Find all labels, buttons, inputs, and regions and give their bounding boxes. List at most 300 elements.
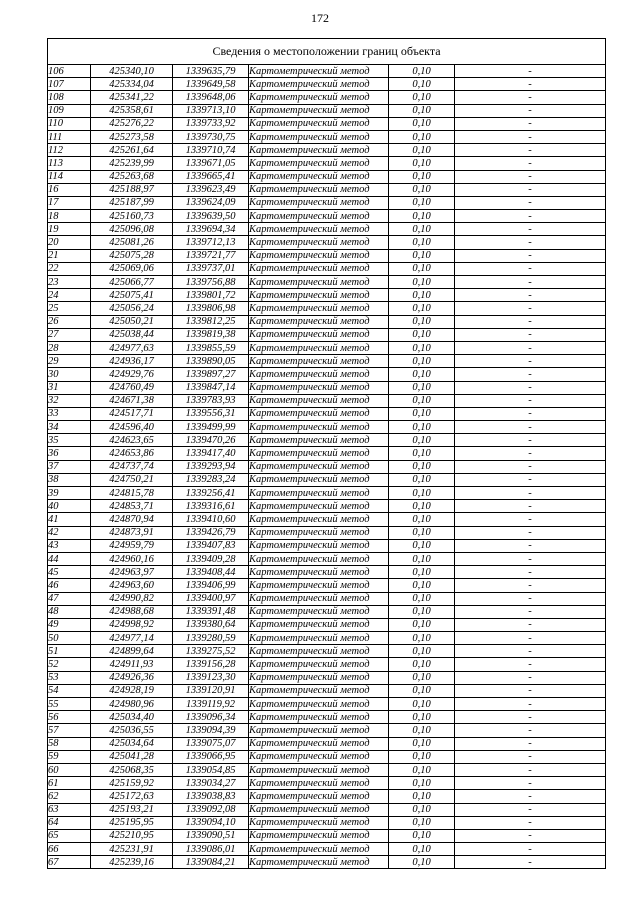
method-cell: Картометрический метод	[249, 104, 389, 117]
table-row	[48, 183, 606, 196]
method-cell: Картометрический метод	[249, 829, 389, 842]
coord-y-cell: 1339649,58	[173, 78, 249, 91]
table-title-row	[48, 39, 606, 65]
description-cell: -	[455, 579, 606, 592]
coord-x-cell: 425081,26	[91, 236, 173, 249]
coord-x-cell: 424928,19	[91, 684, 173, 697]
table-row	[48, 856, 606, 869]
description-cell: -	[455, 236, 606, 249]
description-cell: -	[455, 78, 606, 91]
coord-x-cell: 424998,92	[91, 618, 173, 631]
table-body	[48, 65, 606, 869]
coord-y-cell: 1339890,05	[173, 355, 249, 368]
accuracy-cell: 0,10	[389, 381, 455, 394]
method-cell: Картометрический метод	[249, 302, 389, 315]
table-row	[48, 394, 606, 407]
description-cell: -	[455, 513, 606, 526]
coord-x-cell: 425239,99	[91, 157, 173, 170]
coord-y-cell: 1339712,13	[173, 236, 249, 249]
coord-y-cell: 1339092,08	[173, 803, 249, 816]
table-row	[48, 236, 606, 249]
description-cell: -	[455, 355, 606, 368]
point-number-cell: 107	[48, 78, 91, 91]
coord-x-cell: 425075,28	[91, 249, 173, 262]
table-row	[48, 407, 606, 420]
table-row	[48, 117, 606, 130]
point-number-cell: 43	[48, 539, 91, 552]
method-cell: Картометрический метод	[249, 460, 389, 473]
table-row	[48, 368, 606, 381]
coord-y-cell: 1339648,06	[173, 91, 249, 104]
accuracy-cell: 0,10	[389, 183, 455, 196]
point-number-cell: 42	[48, 526, 91, 539]
table-row	[48, 816, 606, 829]
method-cell: Картометрический метод	[249, 698, 389, 711]
point-number-cell: 48	[48, 605, 91, 618]
point-number-cell: 57	[48, 724, 91, 737]
accuracy-cell: 0,10	[389, 223, 455, 236]
description-cell: -	[455, 473, 606, 486]
accuracy-cell: 0,10	[389, 750, 455, 763]
point-number-cell: 20	[48, 236, 91, 249]
point-number-cell: 51	[48, 645, 91, 658]
description-cell: -	[455, 698, 606, 711]
method-cell: Картометрический метод	[249, 130, 389, 143]
point-number-cell: 64	[48, 816, 91, 829]
coord-x-cell: 425068,35	[91, 763, 173, 776]
coord-y-cell: 1339409,28	[173, 552, 249, 565]
table-row	[48, 526, 606, 539]
point-number-cell: 60	[48, 763, 91, 776]
description-cell: -	[455, 91, 606, 104]
table-row	[48, 104, 606, 117]
method-cell: Картометрический метод	[249, 658, 389, 671]
accuracy-cell: 0,10	[389, 434, 455, 447]
coord-x-cell: 424737,74	[91, 460, 173, 473]
coord-x-cell: 424963,60	[91, 579, 173, 592]
description-cell: -	[455, 157, 606, 170]
method-cell: Картометрический метод	[249, 91, 389, 104]
accuracy-cell: 0,10	[389, 394, 455, 407]
description-cell: -	[455, 856, 606, 869]
method-cell: Картометрический метод	[249, 645, 389, 658]
accuracy-cell: 0,10	[389, 566, 455, 579]
coord-y-cell: 1339812,25	[173, 315, 249, 328]
method-cell: Картометрический метод	[249, 407, 389, 420]
accuracy-cell: 0,10	[389, 684, 455, 697]
coord-x-cell: 425187,99	[91, 196, 173, 209]
description-cell: -	[455, 500, 606, 513]
point-number-cell: 110	[48, 117, 91, 130]
method-cell: Картометрический метод	[249, 605, 389, 618]
point-number-cell: 29	[48, 355, 91, 368]
coord-x-cell: 424517,71	[91, 407, 173, 420]
coord-y-cell: 1339391,48	[173, 605, 249, 618]
table-row	[48, 777, 606, 790]
point-number-cell: 54	[48, 684, 91, 697]
method-cell: Картометрический метод	[249, 315, 389, 328]
coord-y-cell: 1339710,74	[173, 144, 249, 157]
point-number-cell: 62	[48, 790, 91, 803]
description-cell: -	[455, 302, 606, 315]
coord-y-cell: 1339897,27	[173, 368, 249, 381]
point-number-cell: 39	[48, 487, 91, 500]
description-cell: -	[455, 487, 606, 500]
coord-x-cell: 425276,22	[91, 117, 173, 130]
coord-x-cell: 424815,78	[91, 487, 173, 500]
accuracy-cell: 0,10	[389, 856, 455, 869]
accuracy-cell: 0,10	[389, 289, 455, 302]
description-cell: -	[455, 104, 606, 117]
table-row	[48, 434, 606, 447]
page-number: 172	[311, 11, 329, 25]
description-cell: -	[455, 724, 606, 737]
method-cell: Картометрический метод	[249, 196, 389, 209]
description-cell: -	[455, 368, 606, 381]
method-cell: Картометрический метод	[249, 183, 389, 196]
method-cell: Картометрический метод	[249, 381, 389, 394]
coord-x-cell: 424977,14	[91, 632, 173, 645]
table-row	[48, 262, 606, 275]
coord-y-cell: 1339694,34	[173, 223, 249, 236]
coord-y-cell: 1339801,72	[173, 289, 249, 302]
accuracy-cell: 0,10	[389, 421, 455, 434]
description-cell: -	[455, 130, 606, 143]
description-cell: -	[455, 394, 606, 407]
description-cell: -	[455, 328, 606, 341]
description-cell: -	[455, 592, 606, 605]
point-number-cell: 36	[48, 447, 91, 460]
point-number-cell: 30	[48, 368, 91, 381]
coord-y-cell: 1339120,91	[173, 684, 249, 697]
method-cell: Картометрический метод	[249, 552, 389, 565]
accuracy-cell: 0,10	[389, 803, 455, 816]
table-row	[48, 223, 606, 236]
coord-x-cell: 425340,10	[91, 65, 173, 78]
method-cell: Картометрический метод	[249, 210, 389, 223]
accuracy-cell: 0,10	[389, 276, 455, 289]
point-number-cell: 55	[48, 698, 91, 711]
table-row	[48, 289, 606, 302]
table-row	[48, 579, 606, 592]
point-number-cell: 35	[48, 434, 91, 447]
table-row	[48, 632, 606, 645]
point-number-cell: 49	[48, 618, 91, 631]
accuracy-cell: 0,10	[389, 302, 455, 315]
coord-x-cell: 424980,96	[91, 698, 173, 711]
description-cell: -	[455, 737, 606, 750]
coord-x-cell: 425239,16	[91, 856, 173, 869]
method-cell: Картометрический метод	[249, 65, 389, 78]
method-cell: Картометрический метод	[249, 816, 389, 829]
accuracy-cell: 0,10	[389, 144, 455, 157]
coord-y-cell: 1339417,40	[173, 447, 249, 460]
coord-y-cell: 1339275,52	[173, 645, 249, 658]
coord-y-cell: 1339847,14	[173, 381, 249, 394]
description-cell: -	[455, 790, 606, 803]
description-cell: -	[455, 262, 606, 275]
point-number-cell: 25	[48, 302, 91, 315]
accuracy-cell: 0,10	[389, 262, 455, 275]
description-cell: -	[455, 210, 606, 223]
table-row	[48, 487, 606, 500]
description-cell: -	[455, 684, 606, 697]
table-title: Сведения о местоположении границ объекта	[48, 39, 606, 65]
description-cell: -	[455, 605, 606, 618]
point-number-cell: 28	[48, 341, 91, 354]
coord-x-cell: 424926,36	[91, 671, 173, 684]
point-number-cell: 40	[48, 500, 91, 513]
accuracy-cell: 0,10	[389, 698, 455, 711]
method-cell: Картометрический метод	[249, 249, 389, 262]
coord-y-cell: 1339556,31	[173, 407, 249, 420]
table-row	[48, 658, 606, 671]
table-row	[48, 645, 606, 658]
description-cell: -	[455, 803, 606, 816]
coord-x-cell: 424623,65	[91, 434, 173, 447]
accuracy-cell: 0,10	[389, 117, 455, 130]
method-cell: Картометрический метод	[249, 500, 389, 513]
coord-y-cell: 1339756,88	[173, 276, 249, 289]
description-cell: -	[455, 711, 606, 724]
description-cell: -	[455, 65, 606, 78]
point-number-cell: 18	[48, 210, 91, 223]
point-number-cell: 53	[48, 671, 91, 684]
description-cell: -	[455, 618, 606, 631]
boundary-coordinates-table	[47, 38, 606, 869]
point-number-cell: 47	[48, 592, 91, 605]
coord-x-cell: 424870,94	[91, 513, 173, 526]
point-number-cell: 21	[48, 249, 91, 262]
coord-y-cell: 1339096,34	[173, 711, 249, 724]
accuracy-cell: 0,10	[389, 513, 455, 526]
point-number-cell: 34	[48, 421, 91, 434]
accuracy-cell: 0,10	[389, 78, 455, 91]
method-cell: Картометрический метод	[249, 513, 389, 526]
table-row	[48, 144, 606, 157]
coord-x-cell: 424988,68	[91, 605, 173, 618]
point-number-cell: 41	[48, 513, 91, 526]
table-row	[48, 566, 606, 579]
point-number-cell: 46	[48, 579, 91, 592]
coord-y-cell: 1339426,79	[173, 526, 249, 539]
point-number-cell: 106	[48, 65, 91, 78]
method-cell: Картометрический метод	[249, 618, 389, 631]
point-number-cell: 32	[48, 394, 91, 407]
point-number-cell: 31	[48, 381, 91, 394]
accuracy-cell: 0,10	[389, 724, 455, 737]
table-row	[48, 684, 606, 697]
method-cell: Картометрический метод	[249, 223, 389, 236]
coord-y-cell: 1339819,38	[173, 328, 249, 341]
table-row	[48, 513, 606, 526]
method-cell: Картометрический метод	[249, 750, 389, 763]
table-row	[48, 355, 606, 368]
coord-y-cell: 1339054,85	[173, 763, 249, 776]
accuracy-cell: 0,10	[389, 658, 455, 671]
coord-y-cell: 1339084,21	[173, 856, 249, 869]
method-cell: Картометрический метод	[249, 487, 389, 500]
coord-x-cell: 424959,79	[91, 539, 173, 552]
coord-x-cell: 425341,22	[91, 91, 173, 104]
table-row	[48, 249, 606, 262]
point-number-cell: 67	[48, 856, 91, 869]
description-cell: -	[455, 183, 606, 196]
method-cell: Картометрический метод	[249, 328, 389, 341]
table-row	[48, 196, 606, 209]
accuracy-cell: 0,10	[389, 526, 455, 539]
table-row	[48, 315, 606, 328]
coord-y-cell: 1339470,26	[173, 434, 249, 447]
accuracy-cell: 0,10	[389, 605, 455, 618]
coord-x-cell: 424960,16	[91, 552, 173, 565]
accuracy-cell: 0,10	[389, 487, 455, 500]
table-row	[48, 78, 606, 91]
point-number-cell: 111	[48, 130, 91, 143]
accuracy-cell: 0,10	[389, 407, 455, 420]
method-cell: Картометрический метод	[249, 539, 389, 552]
coord-y-cell: 1339075,07	[173, 737, 249, 750]
table-row	[48, 803, 606, 816]
method-cell: Картометрический метод	[249, 790, 389, 803]
method-cell: Картометрический метод	[249, 170, 389, 183]
coord-y-cell: 1339407,83	[173, 539, 249, 552]
point-number-cell: 45	[48, 566, 91, 579]
coord-x-cell: 424990,82	[91, 592, 173, 605]
accuracy-cell: 0,10	[389, 500, 455, 513]
coord-y-cell: 1339783,93	[173, 394, 249, 407]
description-cell: -	[455, 421, 606, 434]
coord-y-cell: 1339624,09	[173, 196, 249, 209]
point-number-cell: 65	[48, 829, 91, 842]
accuracy-cell: 0,10	[389, 618, 455, 631]
point-number-cell: 24	[48, 289, 91, 302]
table-row	[48, 65, 606, 78]
table-row	[48, 421, 606, 434]
table-row	[48, 671, 606, 684]
description-cell: -	[455, 223, 606, 236]
coord-x-cell: 425096,08	[91, 223, 173, 236]
coord-x-cell: 424977,63	[91, 341, 173, 354]
coord-y-cell: 1339066,95	[173, 750, 249, 763]
coord-x-cell: 425172,63	[91, 790, 173, 803]
table-row	[48, 763, 606, 776]
coord-y-cell: 1339034,27	[173, 777, 249, 790]
point-number-cell: 56	[48, 711, 91, 724]
description-cell: -	[455, 816, 606, 829]
coord-y-cell: 1339123,30	[173, 671, 249, 684]
description-cell: -	[455, 750, 606, 763]
description-cell: -	[455, 144, 606, 157]
coord-x-cell: 424760,49	[91, 381, 173, 394]
coord-y-cell: 1339156,28	[173, 658, 249, 671]
table-row	[48, 328, 606, 341]
table-row	[48, 829, 606, 842]
description-cell: -	[455, 526, 606, 539]
table-row	[48, 698, 606, 711]
point-number-cell: 112	[48, 144, 91, 157]
accuracy-cell: 0,10	[389, 829, 455, 842]
coord-x-cell: 425041,28	[91, 750, 173, 763]
point-number-cell: 109	[48, 104, 91, 117]
accuracy-cell: 0,10	[389, 816, 455, 829]
coord-x-cell: 424899,64	[91, 645, 173, 658]
coord-y-cell: 1339635,79	[173, 65, 249, 78]
coord-y-cell: 1339038,83	[173, 790, 249, 803]
method-cell: Картометрический метод	[249, 276, 389, 289]
coord-x-cell: 424963,97	[91, 566, 173, 579]
accuracy-cell: 0,10	[389, 711, 455, 724]
method-cell: Картометрический метод	[249, 579, 389, 592]
description-cell: -	[455, 843, 606, 856]
point-number-cell: 58	[48, 737, 91, 750]
accuracy-cell: 0,10	[389, 539, 455, 552]
table-row	[48, 341, 606, 354]
method-cell: Картометрический метод	[249, 289, 389, 302]
method-cell: Картометрический метод	[249, 157, 389, 170]
accuracy-cell: 0,10	[389, 104, 455, 117]
coord-x-cell: 424873,91	[91, 526, 173, 539]
accuracy-cell: 0,10	[389, 632, 455, 645]
coord-y-cell: 1339316,61	[173, 500, 249, 513]
method-cell: Картометрический метод	[249, 262, 389, 275]
point-number-cell: 114	[48, 170, 91, 183]
table-row	[48, 539, 606, 552]
coord-y-cell: 1339410,60	[173, 513, 249, 526]
point-number-cell: 16	[48, 183, 91, 196]
description-cell: -	[455, 658, 606, 671]
description-cell: -	[455, 249, 606, 262]
accuracy-cell: 0,10	[389, 777, 455, 790]
coord-y-cell: 1339721,77	[173, 249, 249, 262]
accuracy-cell: 0,10	[389, 460, 455, 473]
method-cell: Картометрический метод	[249, 341, 389, 354]
coord-x-cell: 424750,21	[91, 473, 173, 486]
method-cell: Картометрический метод	[249, 763, 389, 776]
coord-y-cell: 1339730,75	[173, 130, 249, 143]
table-row	[48, 500, 606, 513]
accuracy-cell: 0,10	[389, 236, 455, 249]
coord-y-cell: 1339280,59	[173, 632, 249, 645]
coord-x-cell: 424653,86	[91, 447, 173, 460]
accuracy-cell: 0,10	[389, 65, 455, 78]
table-row	[48, 605, 606, 618]
accuracy-cell: 0,10	[389, 843, 455, 856]
table-row	[48, 302, 606, 315]
method-cell: Картометрический метод	[249, 394, 389, 407]
coord-y-cell: 1339713,10	[173, 104, 249, 117]
coord-y-cell: 1339408,44	[173, 566, 249, 579]
method-cell: Картометрический метод	[249, 355, 389, 368]
coord-x-cell: 425034,40	[91, 711, 173, 724]
point-number-cell: 26	[48, 315, 91, 328]
method-cell: Картометрический метод	[249, 592, 389, 605]
coord-y-cell: 1339400,97	[173, 592, 249, 605]
description-cell: -	[455, 777, 606, 790]
table-row	[48, 91, 606, 104]
method-cell: Картометрический метод	[249, 144, 389, 157]
coord-x-cell: 425160,73	[91, 210, 173, 223]
point-number-cell: 66	[48, 843, 91, 856]
accuracy-cell: 0,10	[389, 355, 455, 368]
accuracy-cell: 0,10	[389, 579, 455, 592]
point-number-cell: 113	[48, 157, 91, 170]
point-number-cell: 19	[48, 223, 91, 236]
coord-x-cell: 425069,06	[91, 262, 173, 275]
coord-x-cell: 425231,91	[91, 843, 173, 856]
coord-x-cell: 425066,77	[91, 276, 173, 289]
description-cell: -	[455, 539, 606, 552]
